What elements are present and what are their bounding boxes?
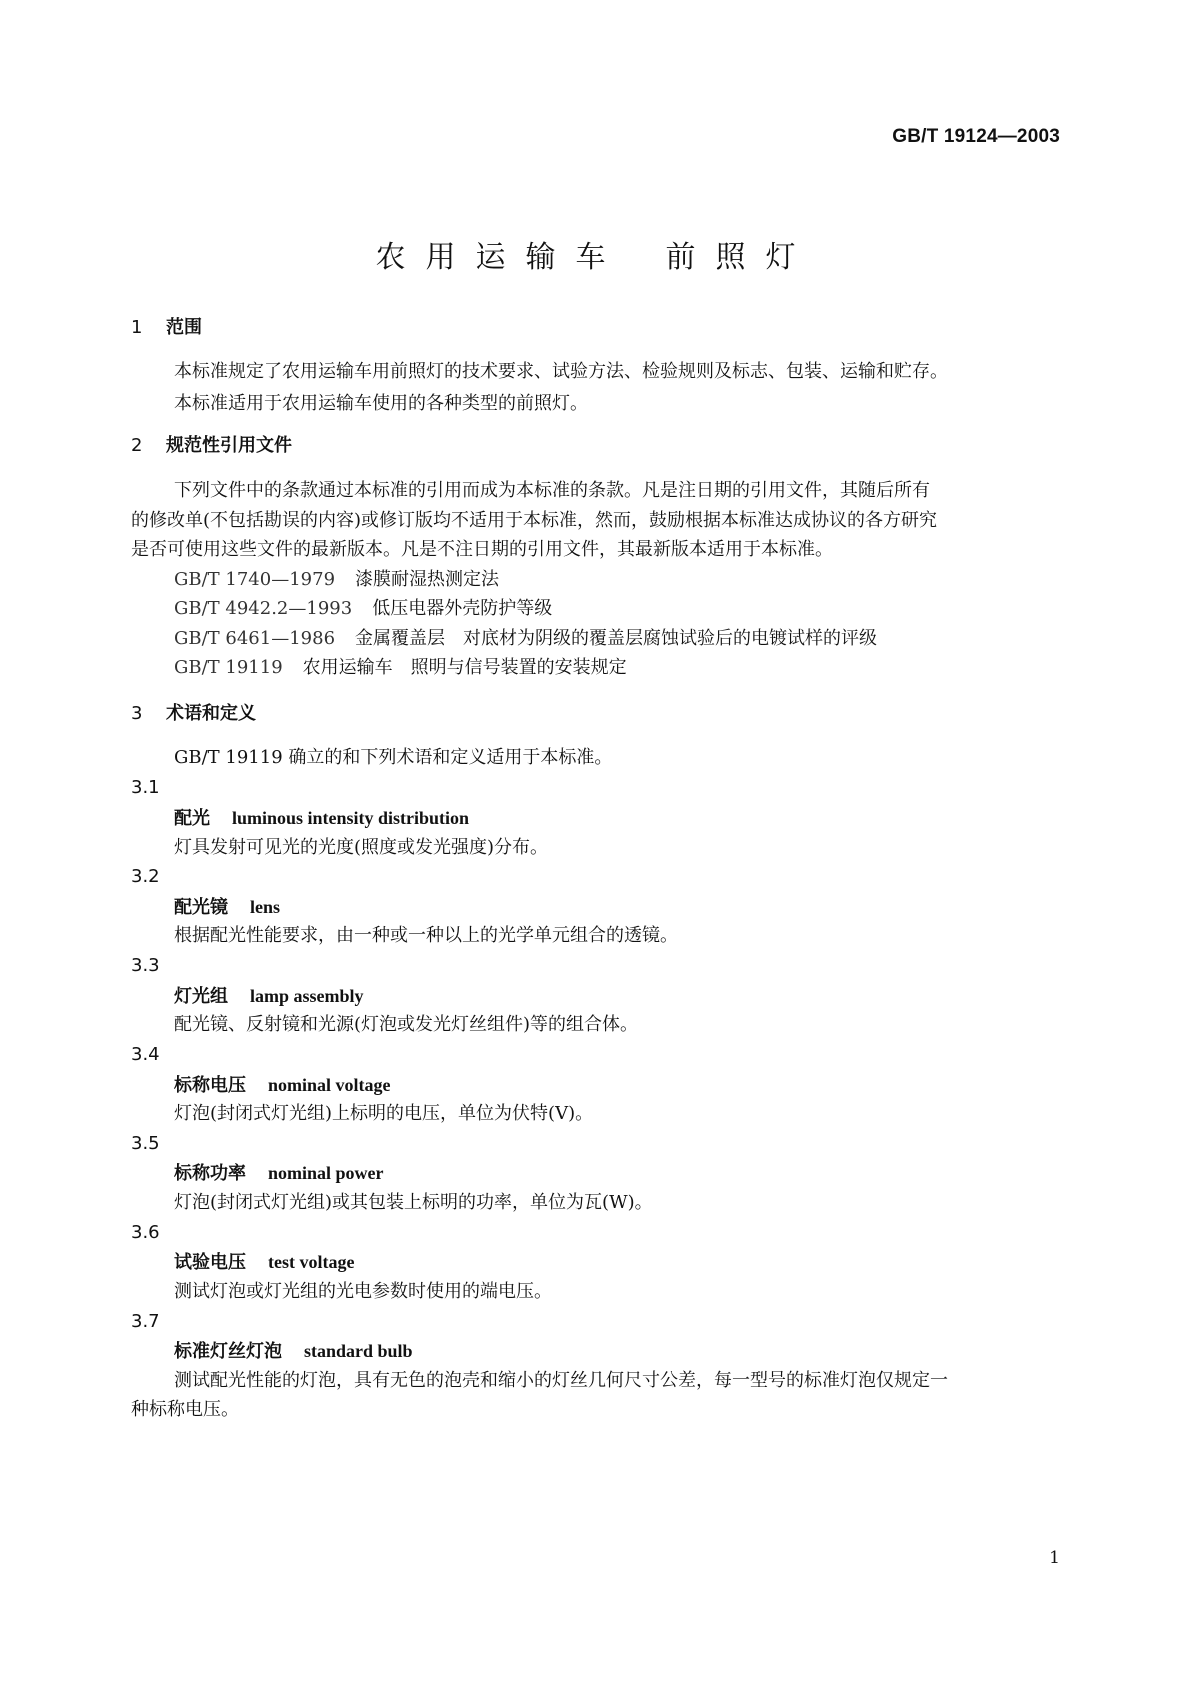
term-definition: 测试灯泡或灯光组的光电参数时使用的端电压。	[174, 1281, 552, 1302]
paragraph-line: 是否可使用这些文件的最新版本。凡是不注日期的引用文件，其最新版本适用于本标准。	[131, 539, 833, 560]
term-en: test voltage	[268, 1252, 355, 1272]
term-definition: 灯泡(封闭式灯光组)或其包装上标明的功率，单位为瓦(W)。	[174, 1192, 653, 1213]
title-part-1: 农用运输车	[375, 240, 626, 275]
paragraph-line: 下列文件中的条款通过本标准的引用而成为本标准的条款。凡是注日期的引用文件，其随后所有	[174, 480, 930, 501]
clause-number: 3.6	[131, 1222, 160, 1243]
term-zh: 灯光组	[174, 986, 228, 1007]
term-zh: 配光镜	[174, 897, 228, 918]
reference-title: 漆膜耐湿热测定法	[355, 569, 500, 590]
paragraph: 本标准规定了农用运输车用前照灯的技术要求、试验方法、检验规则及标志、包装、运输和贮存。	[174, 361, 948, 382]
clause-number: 3.1	[131, 777, 160, 798]
term-zh: 配光	[174, 808, 210, 829]
clause-number: 3.4	[131, 1044, 160, 1065]
reference-title: 金属覆盖层 对底材为阴级的覆盖层腐蚀试验后的电镀试样的评级	[355, 628, 878, 649]
section-title: 范围	[166, 317, 202, 338]
term-definition: 灯泡(封闭式灯光组)上标明的电压，单位为伏特(V)。	[174, 1103, 594, 1124]
reference-code: GB/T 19119	[174, 657, 283, 678]
section-number: 1	[131, 317, 143, 338]
section-2-heading	[131, 434, 292, 458]
paragraph-line: 的修改单(不包括勘误的内容)或修订版均不适用于本标准，然而，鼓励根据本标准达成协议的各方研究	[131, 510, 938, 531]
term-definition: 根据配光性能要求，由一种或一种以上的光学单元组合的透镜。	[174, 925, 678, 946]
term-en: nominal power	[268, 1163, 384, 1183]
reference-item	[174, 597, 552, 621]
clause-number: 3.2	[131, 866, 160, 887]
term-en: luminous intensity distribution	[232, 808, 470, 828]
term-heading	[174, 1161, 384, 1186]
section-1-heading	[131, 316, 202, 340]
clause-number: 3.3	[131, 955, 160, 976]
title-part-2: 前照灯	[665, 240, 816, 275]
section-title: 术语和定义	[166, 703, 256, 724]
document-title	[0, 232, 1191, 276]
reference-title: 低压电器外壳防护等级	[372, 598, 553, 619]
reference-title: 农用运输车 照明与信号装置的安装规定	[302, 657, 627, 678]
standard-code: GB/T 19124—2003	[892, 126, 1060, 147]
paragraph: GB/T 19119 确立的和下列术语和定义适用于本标准。	[174, 747, 613, 768]
term-heading	[174, 895, 280, 920]
reference-code: GB/T 6461—1986	[174, 628, 336, 649]
term-en: standard bulb	[304, 1341, 413, 1361]
term-en: lamp assembly	[250, 986, 364, 1006]
reference-item	[174, 568, 499, 592]
clause-number: 3.7	[131, 1311, 160, 1332]
section-number: 2	[131, 435, 143, 456]
term-zh: 标称功率	[174, 1163, 246, 1184]
term-definition: 配光镜、反射镜和光源(灯泡或发光灯丝组件)等的组合体。	[174, 1014, 639, 1035]
clause-number: 3.5	[131, 1133, 160, 1154]
term-zh: 标称电压	[174, 1075, 246, 1096]
term-zh: 试验电压	[174, 1252, 246, 1273]
term-definition: 测试配光性能的灯泡，具有无色的泡壳和缩小的灯丝几何尺寸公差，每一型号的标准灯泡仅规定一	[174, 1370, 948, 1391]
reference-code: GB/T 1740—1979	[174, 569, 336, 590]
term-heading	[174, 1339, 413, 1364]
section-3-heading	[131, 702, 256, 726]
term-heading	[174, 1073, 391, 1098]
term-heading	[174, 1250, 354, 1275]
term-heading	[174, 984, 364, 1009]
term-heading	[174, 806, 469, 831]
section-number: 3	[131, 703, 143, 724]
term-en: lens	[250, 897, 281, 917]
term-definition: 灯具发射可见光的光度(照度或发光强度)分布。	[174, 837, 549, 858]
term-zh: 标准灯丝灯泡	[174, 1341, 282, 1362]
reference-item	[174, 656, 627, 680]
term-en: nominal voltage	[268, 1075, 391, 1095]
section-title: 规范性引用文件	[166, 435, 292, 456]
reference-code: GB/T 4942.2—1993	[174, 598, 353, 619]
paragraph: 本标准适用于农用运输车使用的各种类型的前照灯。	[174, 393, 588, 414]
page-number: 1	[1049, 1548, 1060, 1568]
reference-item	[174, 627, 877, 651]
term-definition-continued: 种标称电压。	[131, 1399, 239, 1420]
